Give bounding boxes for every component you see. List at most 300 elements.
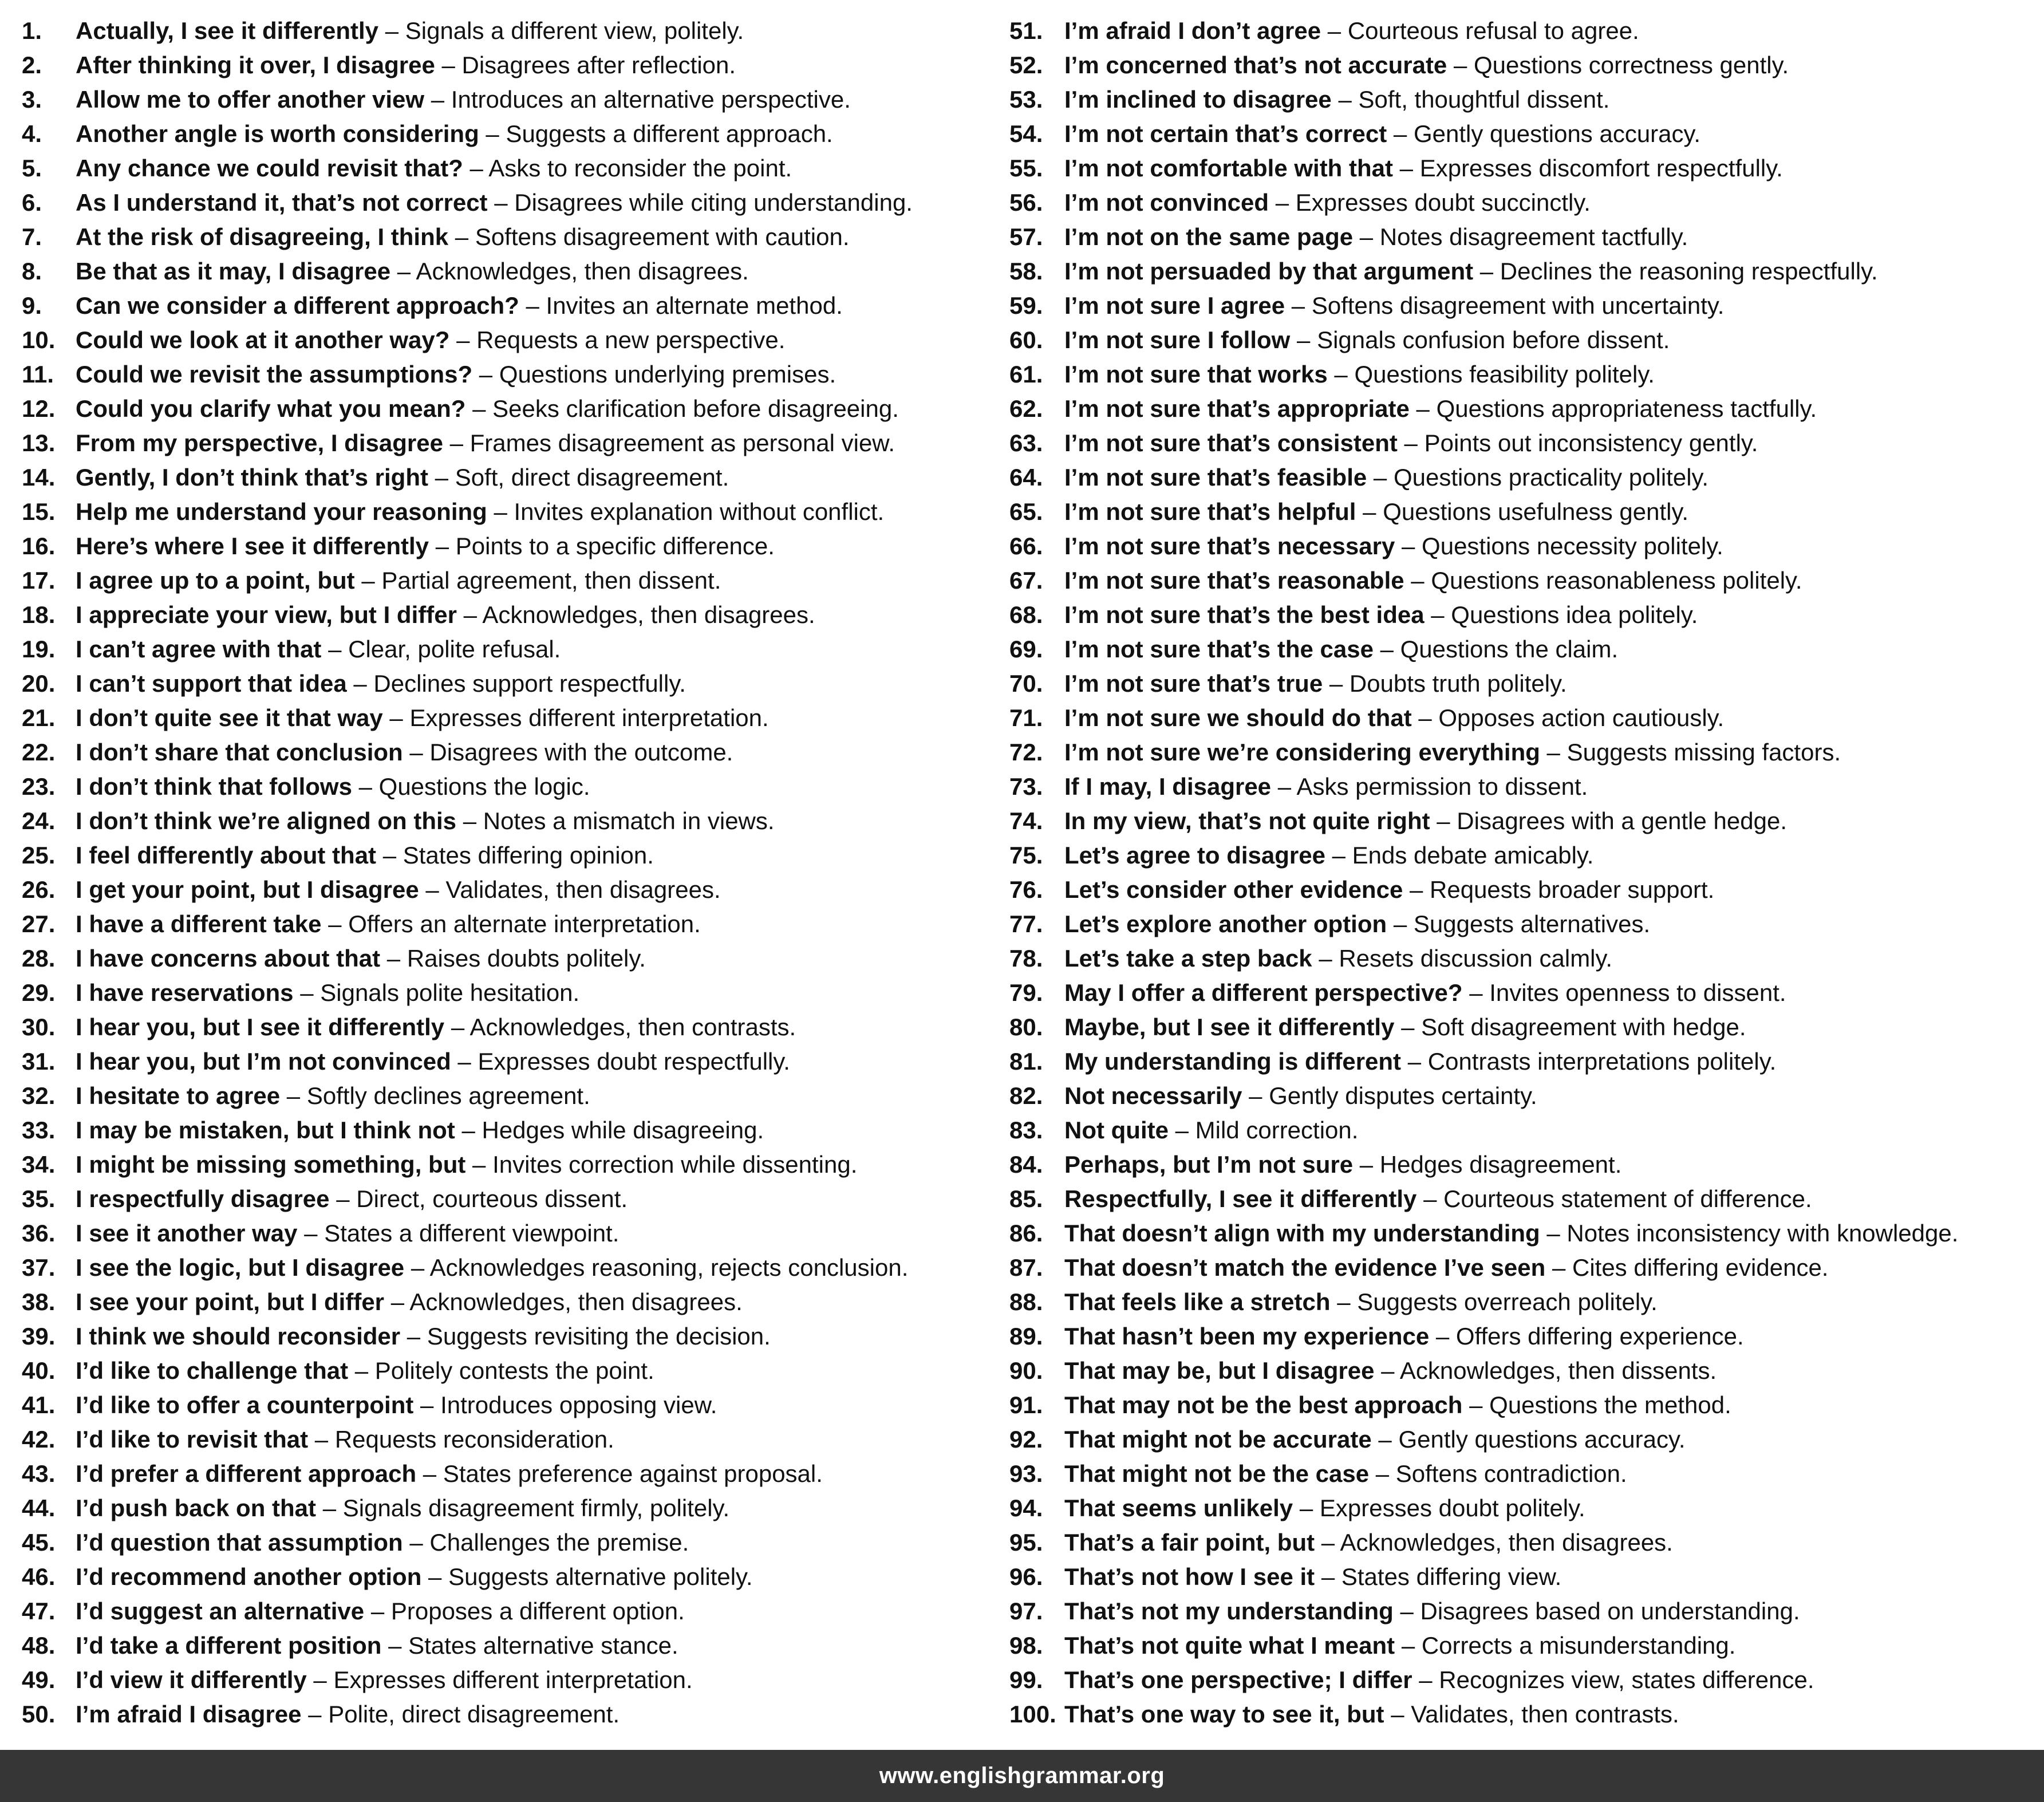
phrase-item: [22, 289, 995, 323]
phrase-item: [22, 598, 995, 632]
phrase-description: Suggests alternative politely.: [448, 1563, 753, 1590]
dash-separator: –: [300, 979, 314, 1006]
phrase-item: [22, 1251, 995, 1285]
item-number: 92.: [1009, 1426, 1043, 1453]
dash-separator: –: [479, 361, 493, 388]
phrase-item: [22, 1457, 995, 1491]
dash-separator: –: [1399, 155, 1414, 182]
item-number: 24.: [22, 807, 56, 834]
phrase-item: [1009, 1319, 2040, 1354]
dash-separator: –: [1431, 601, 1445, 628]
item-text: [76, 1148, 857, 1182]
phrase-description: Frames disagreement as personal view.: [469, 429, 895, 456]
item-text: [76, 289, 843, 323]
item-text: [76, 701, 769, 735]
phrase-text: I’m afraid I disagree: [76, 1701, 302, 1728]
phrase-text: Perhaps, but I’m not sure: [1064, 1151, 1354, 1178]
phrase-description: Expresses different interpretation.: [333, 1666, 693, 1693]
item-text: [76, 1388, 717, 1422]
item-text: [1064, 1010, 1746, 1044]
phrase-item: [1009, 48, 2040, 82]
item-text: [76, 392, 899, 426]
item-text: [1064, 254, 1878, 289]
phrase-description: Signals polite hesitation.: [320, 979, 580, 1006]
item-text: [1064, 1422, 1686, 1457]
phrase-item: [1009, 1113, 2040, 1148]
item-number: 18.: [22, 601, 56, 628]
phrase-text: Not quite: [1064, 1117, 1169, 1143]
item-number: 88.: [1009, 1288, 1043, 1315]
item-number: 13.: [22, 429, 56, 456]
phrase-text: As I understand it, that’s not correct: [76, 189, 488, 216]
item-number: 27.: [22, 910, 56, 937]
phrase-description: Questions practicality politely.: [1393, 464, 1709, 491]
phrase-text: Any chance we could revisit that?: [76, 155, 463, 182]
item-text: [76, 1491, 729, 1525]
phrase-text: I hear you, but I’m not convinced: [76, 1048, 451, 1075]
item-text: [1064, 1663, 1814, 1697]
dash-separator: –: [389, 704, 403, 731]
dash-separator: –: [425, 876, 439, 903]
dash-separator: –: [1469, 979, 1483, 1006]
item-number: 30.: [22, 1014, 56, 1040]
item-text: [76, 1354, 654, 1388]
phrase-description: States differing opinion.: [403, 842, 654, 869]
item-text: [76, 1182, 628, 1216]
phrase-item: [22, 1079, 995, 1113]
phrase-item: [1009, 289, 2040, 323]
phrase-item: [1009, 976, 2040, 1010]
phrase-description: Validates, then contrasts.: [1411, 1701, 1679, 1728]
item-text: [1064, 1457, 1627, 1491]
item-number: 94.: [1009, 1495, 1043, 1521]
phrase-item: [1009, 598, 2040, 632]
dash-separator: –: [1404, 429, 1418, 456]
item-text: [76, 907, 701, 941]
phrase-description: Introduces an alternative perspective.: [451, 86, 851, 113]
item-number: 5.: [22, 155, 42, 182]
phrase-item: [22, 1525, 995, 1560]
phrase-description: States a different viewpoint.: [324, 1220, 619, 1247]
phrase-item: [1009, 632, 2040, 667]
phrase-text: I’d prefer a different approach: [76, 1460, 417, 1487]
dash-separator: –: [1275, 189, 1289, 216]
item-number: 82.: [1009, 1082, 1043, 1109]
phrase-text: I’m not sure that’s necessary: [1064, 533, 1395, 559]
item-number: 95.: [1009, 1529, 1043, 1556]
phrase-item: [1009, 1525, 2040, 1560]
dash-separator: –: [1393, 120, 1407, 147]
item-number: 100.: [1009, 1701, 1056, 1728]
item-number: 35.: [22, 1185, 56, 1212]
dash-separator: –: [308, 1701, 322, 1728]
item-number: 69.: [1009, 636, 1043, 663]
phrase-item: [1009, 1594, 2040, 1628]
phrase-item: [22, 1148, 995, 1182]
item-text: [1064, 1354, 1717, 1388]
item-text: [1064, 289, 1724, 323]
item-number: 59.: [1009, 292, 1043, 319]
phrase-text: I’m concerned that’s not accurate: [1064, 52, 1447, 78]
item-number: 60.: [1009, 326, 1043, 353]
dash-separator: –: [1291, 292, 1305, 319]
dash-separator: –: [494, 498, 507, 525]
phrase-text: I get your point, but I disagree: [76, 876, 419, 903]
phrase-item: [22, 735, 995, 770]
item-text: [76, 1113, 764, 1148]
item-number: 22.: [22, 739, 56, 766]
phrase-item: [22, 1491, 995, 1525]
phrase-text: I may be mistaken, but I think not: [76, 1117, 455, 1143]
phrase-description: Corrects a misunderstanding.: [1421, 1632, 1736, 1659]
phrase-item: [1009, 667, 2040, 701]
phrase-text: I’d recommend another option: [76, 1563, 422, 1590]
dash-separator: –: [1337, 1288, 1351, 1315]
footer-website: www.englishgrammar.org: [879, 1763, 1165, 1788]
phrase-item: [1009, 1560, 2040, 1594]
phrase-text: Not necessarily: [1064, 1082, 1242, 1109]
dash-separator: –: [1332, 842, 1345, 869]
phrase-description: Declines support respectfully.: [373, 670, 686, 697]
item-number: 47.: [22, 1598, 56, 1624]
dash-separator: –: [1321, 1529, 1335, 1556]
phrase-text: That doesn’t align with my understanding: [1064, 1220, 1540, 1247]
dash-separator: –: [286, 1082, 301, 1109]
dash-separator: –: [435, 464, 449, 491]
item-text: [76, 873, 721, 907]
item-number: 74.: [1009, 807, 1043, 834]
phrase-text: Another angle is worth considering: [76, 120, 479, 147]
item-text: [1064, 151, 1783, 186]
phrase-description: Invites an alternate method.: [546, 292, 843, 319]
phrase-item: [1009, 770, 2040, 804]
phrase-description: Disagrees with a gentle hedge.: [1457, 807, 1787, 834]
phrase-text: That might not be accurate: [1064, 1426, 1372, 1453]
phrase-description: Signals confusion before dissent.: [1317, 326, 1670, 353]
item-number: 3.: [22, 86, 42, 113]
phrase-description: Signals disagreement firmly, politely.: [342, 1495, 730, 1521]
item-text: [1064, 1113, 1358, 1148]
item-number: 15.: [22, 498, 56, 525]
phrase-item: [22, 701, 995, 735]
phrase-item: [22, 529, 995, 563]
dash-separator: –: [1435, 1323, 1450, 1350]
phrase-item: [22, 1010, 995, 1044]
item-text: [76, 976, 579, 1010]
dash-separator: –: [1552, 1254, 1566, 1281]
phrase-item: [1009, 117, 2040, 151]
dash-separator: –: [1453, 52, 1467, 78]
dash-separator: –: [1437, 807, 1450, 834]
phrase-description: Hedges disagreement.: [1379, 1151, 1622, 1178]
dash-separator: –: [390, 1288, 405, 1315]
phrase-description: Questions the logic.: [378, 773, 590, 800]
phrase-text: That hasn’t been my experience: [1064, 1323, 1430, 1350]
item-number: 39.: [22, 1323, 56, 1350]
phrase-text: I’m not persuaded by that argument: [1064, 258, 1474, 285]
item-text: [1064, 667, 1567, 701]
item-text: [76, 151, 792, 186]
phrase-item: [22, 1354, 995, 1388]
phrase-text: I’m not sure that’s appropriate: [1064, 395, 1410, 422]
item-number: 63.: [1009, 429, 1043, 456]
item-text: [1064, 1319, 1744, 1354]
item-number: 98.: [1009, 1632, 1043, 1659]
phrase-description: Expresses discomfort respectfully.: [1419, 155, 1783, 182]
item-text: [1064, 1388, 1731, 1422]
phrase-text: I’m not sure that’s helpful: [1064, 498, 1356, 525]
dash-separator: –: [411, 1254, 425, 1281]
item-text: [76, 1285, 743, 1319]
item-number: 26.: [22, 876, 56, 903]
item-number: 48.: [22, 1632, 56, 1659]
item-text: [1064, 14, 1639, 48]
dash-separator: –: [388, 1632, 402, 1659]
dash-separator: –: [494, 189, 508, 216]
footer-bar: [0, 1750, 2044, 1802]
item-text: [76, 563, 721, 598]
dash-separator: –: [1401, 1014, 1415, 1040]
dash-separator: –: [451, 1014, 465, 1040]
dash-separator: –: [456, 326, 470, 353]
item-text: [76, 632, 561, 667]
dash-separator: –: [361, 567, 375, 594]
phrase-description: Disagrees based on understanding.: [1420, 1598, 1800, 1624]
dash-separator: –: [1329, 670, 1343, 697]
dash-separator: –: [370, 1598, 385, 1624]
phrase-description: Clear, polite refusal.: [348, 636, 561, 663]
phrase-description: Proposes a different option.: [390, 1598, 685, 1624]
phrase-description: States alternative stance.: [408, 1632, 678, 1659]
item-number: 80.: [1009, 1014, 1043, 1040]
phrase-item: [1009, 1354, 2040, 1388]
item-text: [1064, 907, 1650, 941]
dash-separator: –: [435, 533, 449, 559]
item-number: 53.: [1009, 86, 1043, 113]
phrase-description: Soft, thoughtful dissent.: [1358, 86, 1610, 113]
item-number: 64.: [1009, 464, 1043, 491]
phrase-text: Respectfully, I see it differently: [1064, 1185, 1417, 1212]
item-text: [1064, 563, 1802, 598]
phrase-item: [22, 460, 995, 495]
phrase-description: Questions feasibility politely.: [1354, 361, 1655, 388]
phrase-description: Acknowledges, then disagrees.: [416, 258, 749, 285]
item-text: [1064, 735, 1841, 770]
phrase-text: I’d like to revisit that: [76, 1426, 309, 1453]
phrase-text: I feel differently about that: [76, 842, 377, 869]
phrase-text: That’s not how I see it: [1064, 1563, 1315, 1590]
item-text: [1064, 48, 1789, 82]
item-number: 58.: [1009, 258, 1043, 285]
phrase-description: Resets discussion calmly.: [1339, 945, 1613, 972]
dash-separator: –: [457, 1048, 471, 1075]
phrase-item: [22, 1388, 995, 1422]
phrase-item: [1009, 735, 2040, 770]
item-text: [76, 1010, 796, 1044]
phrase-item: [22, 1663, 995, 1697]
dash-separator: –: [423, 1460, 437, 1487]
phrase-text: Let’s explore another option: [1064, 910, 1387, 937]
phrase-description: Disagrees with the outcome.: [429, 739, 733, 766]
dash-separator: –: [441, 52, 455, 78]
phrase-description: Disagrees while citing understanding.: [514, 189, 913, 216]
dash-separator: –: [461, 1117, 475, 1143]
phrase-description: Suggests overreach politely.: [1357, 1288, 1658, 1315]
item-text: [1064, 1285, 1658, 1319]
item-text: [1064, 976, 1786, 1010]
dash-separator: –: [1334, 361, 1348, 388]
item-number: 41.: [22, 1391, 56, 1418]
phrase-item: [22, 1285, 995, 1319]
dash-separator: –: [1175, 1117, 1189, 1143]
item-number: 43.: [22, 1460, 56, 1487]
dash-separator: –: [486, 120, 499, 147]
item-number: 96.: [1009, 1563, 1043, 1590]
item-text: [76, 48, 736, 82]
phrase-item: [22, 392, 995, 426]
dash-separator: –: [428, 1563, 442, 1590]
item-number: 91.: [1009, 1391, 1043, 1418]
phrase-item: [1009, 1628, 2040, 1663]
left-column: [22, 14, 995, 1732]
item-number: 25.: [22, 842, 56, 869]
item-number: 17.: [22, 567, 56, 594]
item-number: 10.: [22, 326, 56, 353]
phrase-description: Offers an alternate interpretation.: [348, 910, 701, 937]
phrase-item: [22, 220, 995, 254]
phrase-item: [1009, 907, 2040, 941]
phrase-text: I hesitate to agree: [76, 1082, 281, 1109]
item-number: 90.: [1009, 1357, 1043, 1384]
phrase-description: Polite, direct disagreement.: [328, 1701, 620, 1728]
phrase-text: I see the logic, but I disagree: [76, 1254, 405, 1281]
dash-separator: –: [431, 86, 445, 113]
dash-separator: –: [1401, 1632, 1415, 1659]
dash-separator: –: [382, 842, 397, 869]
phrase-description: Expresses doubt politely.: [1319, 1495, 1585, 1521]
phrase-text: I think we should reconsider: [76, 1323, 401, 1350]
item-text: [1064, 1525, 1673, 1560]
dash-separator: –: [397, 258, 411, 285]
dash-separator: –: [449, 429, 463, 456]
dash-separator: –: [336, 1185, 350, 1212]
item-text: [1064, 1560, 1561, 1594]
item-number: 19.: [22, 636, 56, 663]
dash-separator: –: [1546, 739, 1560, 766]
phrase-description: Softly declines agreement.: [306, 1082, 590, 1109]
dash-separator: –: [526, 292, 539, 319]
phrase-item: [22, 323, 995, 357]
item-number: 86.: [1009, 1220, 1043, 1247]
dash-separator: –: [354, 1357, 369, 1384]
phrase-description: Requests broader support.: [1430, 876, 1715, 903]
phrase-text: Let’s consider other evidence: [1064, 876, 1403, 903]
phrase-description: Asks permission to dissent.: [1296, 773, 1588, 800]
item-text: [76, 220, 850, 254]
item-number: 34.: [22, 1151, 56, 1178]
phrase-description: Raises doubts politely.: [407, 945, 646, 972]
phrase-item: [22, 426, 995, 460]
dash-separator: –: [322, 1495, 337, 1521]
item-text: [1064, 598, 1698, 632]
phrase-text: In my view, that’s not quite right: [1064, 807, 1430, 834]
item-number: 50.: [22, 1701, 56, 1728]
item-text: [1064, 392, 1817, 426]
item-number: 56.: [1009, 189, 1043, 216]
phrase-description: Questions correctness gently.: [1474, 52, 1789, 78]
dash-separator: –: [455, 223, 469, 250]
phrase-text: From my perspective, I disagree: [76, 429, 443, 456]
phrase-description: Cites differing evidence.: [1572, 1254, 1829, 1281]
phrase-text: That may be, but I disagree: [1064, 1357, 1375, 1384]
phrase-text: I’d push back on that: [76, 1495, 317, 1521]
item-number: 49.: [22, 1666, 56, 1693]
phrase-text: Actually, I see it differently: [76, 17, 379, 44]
phrase-text: That’s not my understanding: [1064, 1598, 1394, 1624]
dash-separator: –: [1327, 17, 1341, 44]
phrase-text: I might be missing something, but: [76, 1151, 466, 1178]
item-number: 93.: [1009, 1460, 1043, 1487]
phrase-text: Could we revisit the assumptions?: [76, 361, 473, 388]
phrase-description: Expresses doubt respectfully.: [478, 1048, 790, 1075]
phrase-text: I’m not sure that’s consistent: [1064, 429, 1398, 456]
item-text: [1064, 1251, 1828, 1285]
dash-separator: –: [1375, 1460, 1390, 1487]
phrase-text: I can’t support that idea: [76, 670, 347, 697]
item-text: [1064, 804, 1787, 838]
phrase-description: Ends debate amicably.: [1352, 842, 1594, 869]
item-number: 45.: [22, 1529, 56, 1556]
phrase-item: [1009, 14, 2040, 48]
item-number: 83.: [1009, 1117, 1043, 1143]
phrase-item: [22, 1697, 995, 1732]
phrase-text: I can’t agree with that: [76, 636, 322, 663]
item-text: [1064, 117, 1700, 151]
phrase-item: [22, 357, 995, 392]
item-text: [76, 1319, 771, 1354]
dash-separator: –: [1391, 1701, 1404, 1728]
phrase-item: [22, 82, 995, 117]
phrase-text: I’d like to offer a counterpoint: [76, 1391, 414, 1418]
phrase-description: Introduces opposing view.: [440, 1391, 717, 1418]
phrase-item: [1009, 1663, 2040, 1697]
item-number: 89.: [1009, 1323, 1043, 1350]
item-text: [76, 770, 590, 804]
phrase-text: May I offer a different perspective?: [1064, 979, 1463, 1006]
item-text: [76, 1594, 685, 1628]
item-text: [76, 1663, 693, 1697]
phrase-description: Disagrees after reflection.: [461, 52, 736, 78]
phrase-text: I have a different take: [76, 910, 322, 937]
dash-separator: –: [1373, 464, 1387, 491]
item-number: 36.: [22, 1220, 56, 1247]
phrase-item: [1009, 1285, 2040, 1319]
phrase-text: That’s one way to see it, but: [1064, 1701, 1384, 1728]
phrase-description: Questions underlying premises.: [499, 361, 836, 388]
phrase-description: Offers differing experience.: [1455, 1323, 1744, 1350]
dash-separator: –: [1409, 876, 1423, 903]
item-number: 46.: [22, 1563, 56, 1590]
phrase-description: Acknowledges, then contrasts.: [469, 1014, 796, 1040]
phrase-text: That seems unlikely: [1064, 1495, 1293, 1521]
phrase-text: I’m not certain that’s correct: [1064, 120, 1387, 147]
item-number: 72.: [1009, 739, 1043, 766]
phrase-item: [1009, 357, 2040, 392]
phrase-item: [1009, 1079, 2040, 1113]
phrase-text: Here’s where I see it differently: [76, 533, 429, 559]
phrase-description: Expresses different interpretation.: [409, 704, 769, 731]
phrase-text: I have reservations: [76, 979, 294, 1006]
